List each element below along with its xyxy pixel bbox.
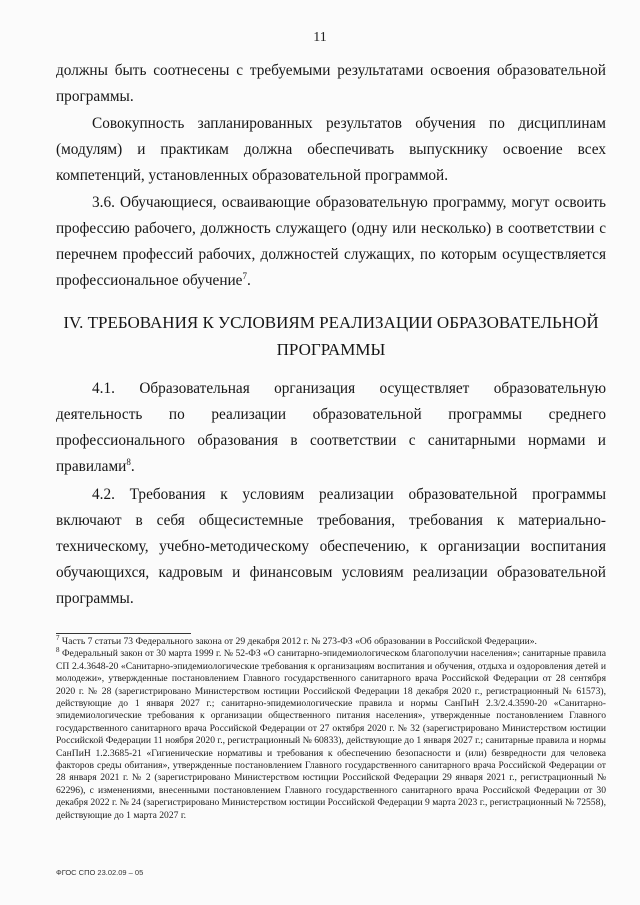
page-number: 11 bbox=[313, 30, 327, 45]
footnotes bbox=[56, 633, 606, 822]
paragraph-planned-results: Совокупность запланированных результатов обучения по дисциплинам (модулям) и практикам должна обеспечивать выпускнику освоение всех компетенций, установленных образовательной программой. bbox=[56, 115, 606, 184]
paragraph-4-1-end: . bbox=[130, 458, 135, 475]
footnote-7-text: Часть 7 статьи 73 Федерального закона от 29 декабря 2012 г. № 273-ФЗ «Об образовании в Российской Федерации». bbox=[59, 636, 537, 647]
paragraph-3-6 bbox=[56, 190, 606, 294]
section-heading-line-1: IV. ТРЕБОВАНИЯ К УСЛОВИЯМ РЕАЛИЗАЦИИ ОБРАЗОВАТЕЛЬНОЙ bbox=[63, 313, 599, 332]
footnote-8-text: Федеральный закон от 30 марта 1999 г. № 52-ФЗ «О санитарно-эпидемиологическом благополучии населения»; санитарные правила СП 2.4.3648-20 «Санитарно-эпидемиологические требования к организациям воспитания и обучения, отдыха и оздоровления детей и молодежи», утвержденные постановлением Главного государственного санитарного врача Российской Федерации от 28 сентября 2020 г. № 28 (зарегистрировано Министерством юстиции Российской Федерации 18 декабря 2020 г., регистрационный № 61573), действующие до 1 января 2027 г.; санитарно-эпидемиологические правила и нормы СанПиН 2.3/2.4.3590-20 «Санитарно-эпидемиологические требования к организации общественного питания населения», утвержденные постановлением Главного государственного санитарного врача Российской Федерации от 27 октября 2020 г. № 32 (зарегистрировано Министерством юстиции Российской Федерации 11 ноября 2020 г., регистрационный № 60833), действующие до 1 января 2027 г.; санитарные правила и нормы СанПиН 1.2.3685-21 «Гигиенические нормативы и требования к обеспечению безопасности и (или) безвредности для человека факторов среды обитания», утвержденные постановлением Главного государственного санитарного врача Российской Федерации от 28 января 2021 г. № 2 (зарегистрировано Министерством юстиции Российской Федерации 29 января 2021 г., регистрационный № 62296), с изменениями, внесенными постановлением Главного государственного санитарного врача Российской Федерации от 30 декабря 2022 г. № 24 (зарегистрировано Министерством юстиции Российской Федерации 9 марта 2023 г., регистрационный № 72558), действующие до 1 марта 2027 г. bbox=[56, 648, 606, 821]
paragraph-3-6-text: 3.6. Обучающиеся, осваивающие образовательную программу, могут освоить профессию рабочего, должность служащего (одну или несколько) в соответствии с перечнем профессий рабочих, должностей служащих, по которым осуществляется профессиональное обучение bbox=[56, 194, 606, 289]
paragraph-continuation: должны быть соотнесены с требуемыми результатами освоения образовательной программы. bbox=[56, 62, 606, 105]
footnote-8-mark: 8 bbox=[56, 646, 60, 655]
section-3-text bbox=[56, 58, 606, 294]
document-code: ФГОС СПО 23.02.09 – 05 bbox=[56, 868, 144, 877]
paragraph-4-2: 4.2. Требования к условиям реализации образовательной программы включают в себя общесистемные требования, требования к материально-техническому, учебно-методическому обеспечению, к организации воспитания обучающихся, кадровым и финансовым условиям реализации образовательной программы. bbox=[56, 486, 606, 607]
paragraph-4-1-text: 4.1. Образовательная организация осуществляет образовательную деятельность по реализации образовательной программы среднего профессионального образования в соответствии с санитарными нормами и правилами bbox=[56, 380, 606, 475]
section-heading bbox=[56, 309, 606, 363]
section-heading-line-2: ПРОГРАММЫ bbox=[276, 340, 386, 359]
paragraph-4-1 bbox=[56, 376, 606, 480]
section-4-text bbox=[56, 376, 606, 612]
footnote-7-mark: 7 bbox=[56, 633, 60, 642]
footnote-ref-7[interactable]: 7 bbox=[242, 270, 247, 281]
footnote-8 bbox=[56, 648, 606, 822]
footnote-7 bbox=[56, 633, 606, 648]
footnote-ref-8[interactable]: 8 bbox=[126, 456, 131, 467]
paragraph-3-6-end: . bbox=[246, 272, 251, 289]
